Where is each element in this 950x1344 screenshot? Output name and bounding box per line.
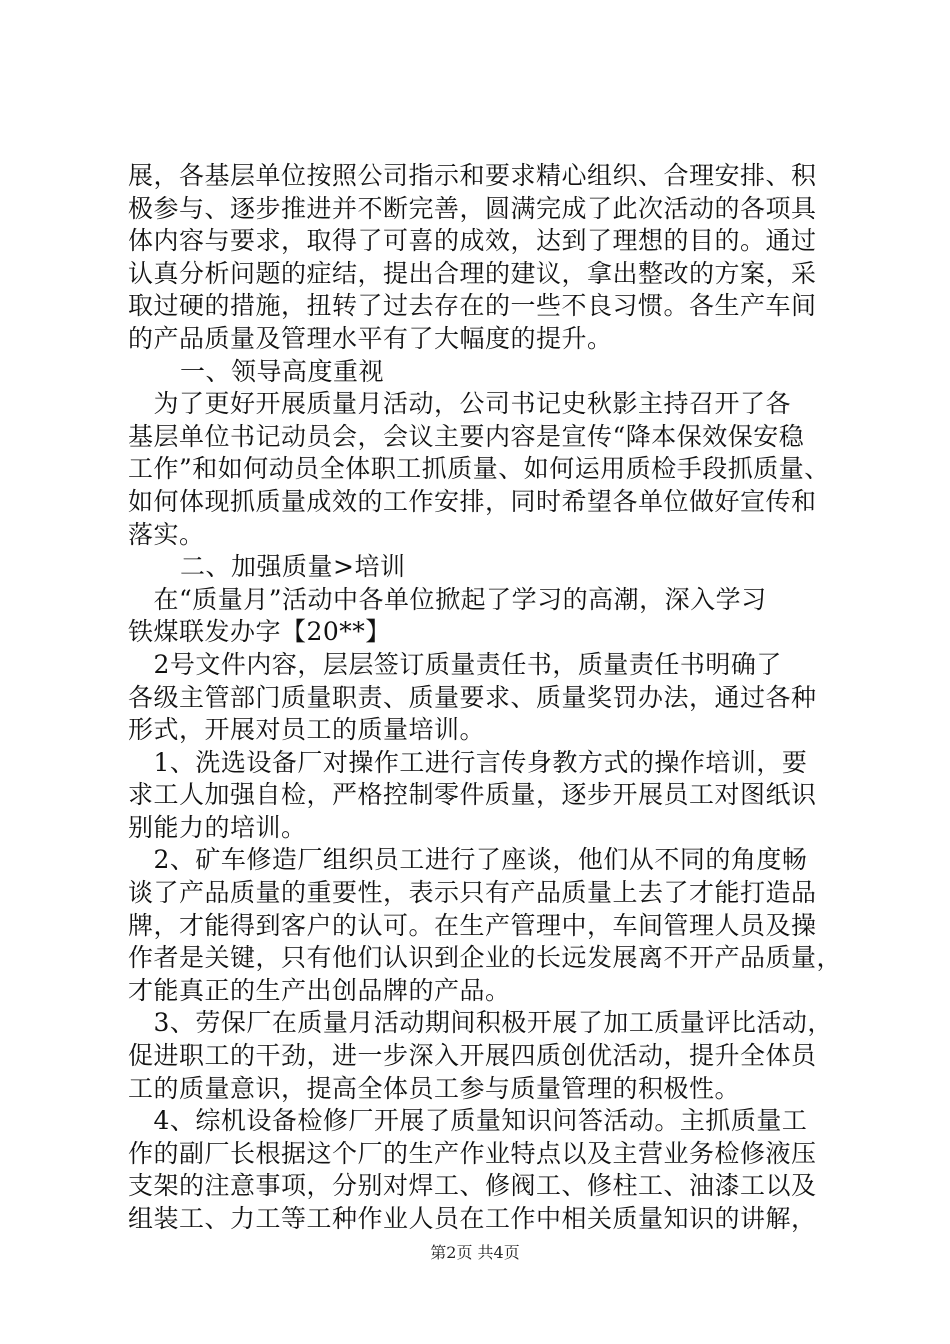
section-heading-2: 二、加强质量>培训 [180, 552, 406, 582]
text-line: 取过硬的措施，扭转了过去存在的一些不良习惯。各生产车间 [128, 291, 817, 321]
text-line: 在“质量月”活动中各单位掀起了学习的高潮，深入学习 [128, 584, 767, 614]
text-line: 作者是关键，只有他们认识到企业的长远发展离不开产品质量， [128, 943, 843, 973]
text-line: 别能力的培训。 [128, 812, 307, 842]
text-line: 牌，才能得到客户的认可。在生产管理中，车间管理人员及操 [128, 910, 817, 940]
text-line: 形式，开展对员工的质量培训。 [128, 715, 486, 745]
text-line: 组装工、力工等工种作业人员在工作中相关质量知识的讲解， [128, 1204, 817, 1233]
text-line: 1、洗选设备厂对操作工进行言传身教方式的操作培训，要 [128, 747, 808, 777]
text-line: 作的副厂长根据这个厂的生产作业特点以及主营业务检修液压 [128, 1138, 817, 1168]
text-line: 认真分析问题的症结，提出合理的建议，拿出整改的方案，采 [128, 258, 817, 288]
text-line: 各级主管部门质量职责、质量要求、质量奖罚办法，通过各种 [128, 682, 817, 712]
document-body [128, 160, 843, 1236]
text-line: 工的质量意识，提高全体员工参与质量管理的积极性。 [128, 1073, 741, 1103]
text-line: 的产品质量及管理水平有了大幅度的提升。 [128, 323, 613, 353]
text-line: 3、劳保厂在质量月活动期间积极开展了加工质量评比活动， [128, 1008, 833, 1038]
text-line: 为了更好开展质量月活动，公司书记史秋影主持召开了各 [128, 389, 792, 419]
text-line: 展，各基层单位按照公司指示和要求精心组织、合理安排、积 [128, 161, 817, 190]
section-heading-1: 一、领导高度重视 [180, 356, 385, 386]
text-line: 才能真正的生产出创品牌的产品。 [128, 975, 511, 1005]
text-line: 如何体现抓质量成效的工作安排，同时希望各单位做好宣传和 [128, 486, 817, 516]
text-line: 支架的注意事项，分别对焊工、修阀工、修柱工、油漆工以及 [128, 1171, 817, 1201]
text-line: 促进职工的干劲，进一步深入开展四质创优活动，提升全体员 [128, 1041, 817, 1071]
text-line: 落实。 [128, 519, 205, 549]
text-line: 谈了产品质量的重要性，表示只有产品质量上去了才能打造品 [128, 878, 817, 908]
text-line: 4、综机设备检修厂开展了质量知识问答活动。主抓质量工 [128, 1106, 808, 1136]
text-line: 极参与、逐步推进并不断完善，圆满完成了此次活动的各项具 [128, 193, 817, 223]
text-line: 2、矿车修造厂组织员工进行了座谈，他们从不同的角度畅 [128, 845, 808, 875]
text-line: 2号文件内容，层层签订质量责任书，质量责任书明确了 [128, 649, 782, 679]
text-line: 铁煤联发办字【20**】 [128, 617, 391, 647]
text-line: 求工人加强自检，严格控制零件质量，逐步开展员工对图纸识 [128, 780, 817, 810]
text-line: 体内容与要求，取得了可喜的成效，达到了理想的目的。通过 [128, 226, 817, 256]
page-number: 第2页 共4页 [430, 1243, 520, 1262]
text-line: 工作”和如何动员全体职工抓质量、如何运用质检手段抓质量、 [128, 454, 830, 484]
text-line: 基层单位书记动员会，会议主要内容是宣传“降本保效保安稳 [128, 421, 805, 451]
